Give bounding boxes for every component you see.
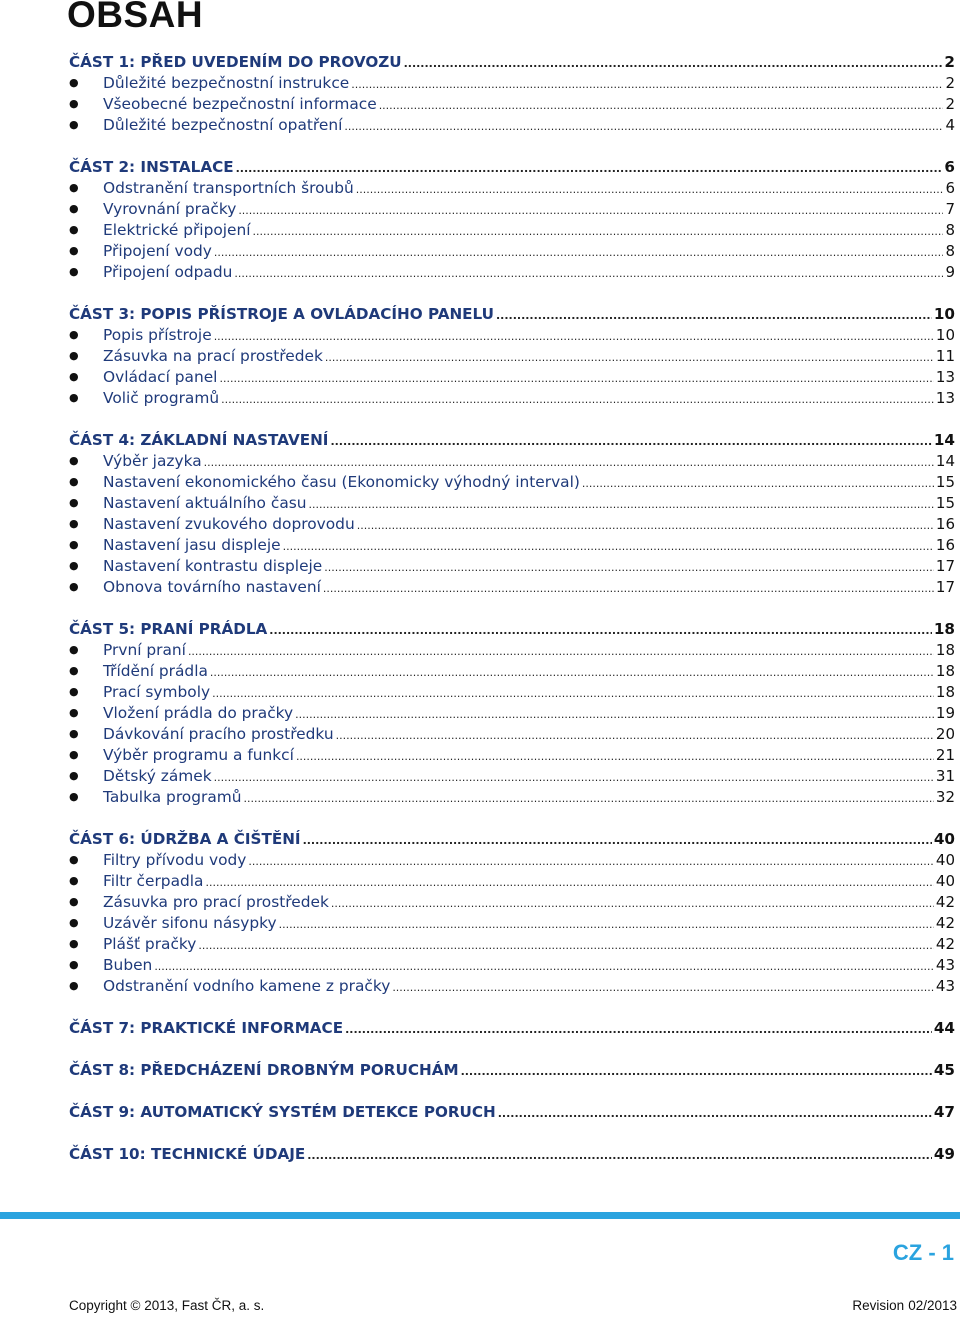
bullet-dot-icon: ● bbox=[69, 790, 79, 803]
toc-leader-dots bbox=[330, 431, 931, 452]
toc-entry[interactable] bbox=[69, 346, 955, 367]
toc-entry[interactable] bbox=[69, 955, 955, 976]
toc-entry-label: Buben bbox=[103, 956, 153, 974]
toc-page-number: 16 bbox=[935, 536, 955, 554]
bullet-dot-icon: ● bbox=[69, 265, 79, 278]
toc-section-heading[interactable] bbox=[69, 430, 955, 451]
toc-page-number: 4 bbox=[945, 116, 955, 134]
toc-page-number: 18 bbox=[935, 683, 955, 701]
toc-leader-dots bbox=[279, 914, 934, 935]
toc-entry[interactable] bbox=[69, 661, 955, 682]
bullet-dot-icon: ● bbox=[69, 958, 79, 971]
toc-page-number: 32 bbox=[935, 788, 955, 806]
toc-section-heading[interactable] bbox=[69, 1018, 955, 1039]
toc-entry-label: Dávkování pracího prostředku bbox=[103, 725, 334, 743]
toc-entry-label: Výběr jazyka bbox=[103, 452, 202, 470]
bullet-dot-icon: ● bbox=[69, 391, 79, 404]
toc-heading-label: ČÁST 5: PRANÍ PRÁDLA bbox=[69, 620, 268, 638]
toc-leader-dots bbox=[219, 368, 933, 389]
toc-leader-dots bbox=[234, 263, 943, 284]
toc-entry-label: Důležité bezpečnostní opatření bbox=[103, 116, 343, 134]
bullet-dot-icon: ● bbox=[69, 223, 79, 236]
toc-entry-label: Uzávěr sifonu násypky bbox=[103, 914, 277, 932]
toc-leader-dots bbox=[236, 158, 943, 179]
toc-section bbox=[69, 304, 955, 409]
toc-page-number: 17 bbox=[935, 578, 955, 596]
toc-page-number: 6 bbox=[945, 179, 955, 197]
toc-leader-dots bbox=[204, 452, 934, 473]
toc-leader-dots bbox=[404, 53, 943, 74]
toc-entry-label: Odstranění transportních šroubů bbox=[103, 179, 354, 197]
toc-entry-label: Nastavení ekonomického času (Ekonomicky výhodný interval) bbox=[103, 473, 580, 491]
bullet-dot-icon: ● bbox=[69, 727, 79, 740]
toc-section-heading[interactable] bbox=[69, 1102, 955, 1123]
toc-entry[interactable] bbox=[69, 724, 955, 745]
toc-page-number: 31 bbox=[935, 767, 955, 785]
toc-page-number: 49 bbox=[933, 1145, 955, 1163]
toc-entry[interactable] bbox=[69, 934, 955, 955]
bullet-dot-icon: ● bbox=[69, 475, 79, 488]
toc-page-number: 18 bbox=[935, 662, 955, 680]
toc-page-number: 7 bbox=[945, 200, 955, 218]
section-spacer bbox=[69, 1039, 955, 1060]
toc-leader-dots bbox=[303, 830, 932, 851]
toc-section-heading[interactable] bbox=[69, 1060, 955, 1081]
section-spacer bbox=[69, 997, 955, 1018]
toc-entry[interactable] bbox=[69, 640, 955, 661]
toc-heading-label: ČÁST 6: ÚDRŽBA A ČIŠTĚNÍ bbox=[69, 830, 301, 848]
toc-page-number: 11 bbox=[935, 347, 955, 365]
bullet-dot-icon: ● bbox=[69, 97, 79, 110]
toc-section bbox=[69, 157, 955, 283]
toc-leader-dots bbox=[498, 1103, 932, 1124]
toc-leader-dots bbox=[309, 494, 934, 515]
toc-entry[interactable] bbox=[69, 514, 955, 535]
toc-leader-dots bbox=[212, 683, 934, 704]
toc-leader-dots bbox=[188, 641, 934, 662]
toc-page-number: 43 bbox=[935, 977, 955, 995]
toc-leader-dots bbox=[379, 95, 944, 116]
toc-leader-dots bbox=[214, 242, 944, 263]
table-of-contents bbox=[69, 52, 955, 1165]
toc-page-number: 18 bbox=[935, 641, 955, 659]
toc-entry[interactable] bbox=[69, 682, 955, 703]
toc-heading-label: ČÁST 3: POPIS PŘÍSTROJE A OVLÁDACÍHO PANELU bbox=[69, 305, 494, 323]
toc-entry-label: Zásuvka na prací prostředek bbox=[103, 347, 323, 365]
toc-page-number: 2 bbox=[945, 95, 955, 113]
section-spacer bbox=[69, 283, 955, 304]
toc-heading-label: ČÁST 7: PRAKTICKÉ INFORMACE bbox=[69, 1019, 344, 1037]
bullet-dot-icon: ● bbox=[69, 181, 79, 194]
toc-leader-dots bbox=[461, 1061, 932, 1082]
toc-leader-dots bbox=[582, 473, 934, 494]
toc-leader-dots bbox=[296, 746, 934, 767]
toc-leader-dots bbox=[357, 515, 934, 536]
toc-page-number: 42 bbox=[935, 893, 955, 911]
toc-entry[interactable] bbox=[69, 787, 955, 808]
toc-section-heading[interactable] bbox=[69, 157, 955, 178]
revision bbox=[852, 1298, 957, 1313]
toc-entry-label: Výběr programu a funkcí bbox=[103, 746, 294, 764]
toc-entry[interactable] bbox=[69, 850, 955, 871]
bullet-dot-icon: ● bbox=[69, 895, 79, 908]
toc-entry[interactable] bbox=[69, 178, 955, 199]
toc-leader-dots bbox=[307, 1145, 932, 1166]
toc-entry-label: Ovládací panel bbox=[103, 368, 218, 386]
toc-page-number: 13 bbox=[935, 368, 955, 386]
toc-leader-dots bbox=[221, 389, 934, 410]
toc-entry-label: Popis přístroje bbox=[103, 326, 212, 344]
toc-page-number: 21 bbox=[935, 746, 955, 764]
toc-page-number: 17 bbox=[935, 557, 955, 575]
toc-section-heading[interactable] bbox=[69, 304, 955, 325]
toc-leader-dots bbox=[205, 872, 933, 893]
toc-page-number: 8 bbox=[945, 242, 955, 260]
bullet-dot-icon: ● bbox=[69, 748, 79, 761]
toc-entry[interactable] bbox=[69, 220, 955, 241]
toc-heading-label: ČÁST 1: PŘED UVEDENÍM DO PROVOZU bbox=[69, 53, 402, 71]
toc-page-number: 15 bbox=[935, 473, 955, 491]
toc-leader-dots bbox=[325, 347, 934, 368]
toc-entry-label: Nastavení kontrastu displeje bbox=[103, 557, 323, 575]
toc-page-number: 42 bbox=[935, 935, 955, 953]
toc-entry[interactable] bbox=[69, 115, 955, 136]
toc-entry[interactable] bbox=[69, 766, 955, 787]
toc-page-number: 43 bbox=[935, 956, 955, 974]
toc-entry[interactable] bbox=[69, 241, 955, 262]
toc-page-number: 18 bbox=[933, 620, 955, 638]
bullet-dot-icon: ● bbox=[69, 664, 79, 677]
bullet-dot-icon: ● bbox=[69, 328, 79, 341]
bullet-dot-icon: ● bbox=[69, 118, 79, 131]
toc-entry-label: Připojení odpadu bbox=[103, 263, 233, 281]
toc-section bbox=[69, 52, 955, 136]
toc-leader-dots bbox=[344, 116, 943, 137]
page-number: CZ - 1 bbox=[892, 1240, 954, 1265]
toc-leader-dots bbox=[345, 1019, 932, 1040]
section-spacer bbox=[69, 598, 955, 619]
toc-section bbox=[69, 430, 955, 598]
toc-entry[interactable] bbox=[69, 535, 955, 556]
toc-page-number: 20 bbox=[935, 725, 955, 743]
toc-heading-label: ČÁST 9: AUTOMATICKÝ SYSTÉM DETEKCE PORUCH bbox=[69, 1103, 496, 1121]
bullet-dot-icon: ● bbox=[69, 559, 79, 572]
bullet-dot-icon: ● bbox=[69, 979, 79, 992]
toc-entry-label: První praní bbox=[103, 641, 186, 659]
toc-section bbox=[69, 1102, 955, 1123]
bullet-dot-icon: ● bbox=[69, 76, 79, 89]
toc-page-number: 40 bbox=[935, 872, 955, 890]
toc-entry-label: Vyrovnání pračky bbox=[103, 200, 237, 218]
toc-entry-label: Volič programů bbox=[103, 389, 220, 407]
toc-heading-label: ČÁST 8: PŘEDCHÁZENÍ DROBNÝM PORUCHÁM bbox=[69, 1061, 459, 1079]
toc-entry[interactable] bbox=[69, 451, 955, 472]
toc-entry-label: Obnova továrního nastavení bbox=[103, 578, 321, 596]
toc-page-number: 40 bbox=[935, 851, 955, 869]
toc-page-number: 10 bbox=[935, 326, 955, 344]
copyright: Copyright © 2013, Fast ČR, a. s. bbox=[69, 1298, 265, 1313]
bullet-dot-icon: ● bbox=[69, 706, 79, 719]
section-spacer bbox=[69, 808, 955, 829]
toc-entry-label: Připojení vody bbox=[103, 242, 212, 260]
toc-entry[interactable] bbox=[69, 73, 955, 94]
toc-entry[interactable] bbox=[69, 871, 955, 892]
toc-entry[interactable] bbox=[69, 493, 955, 514]
section-spacer bbox=[69, 1123, 955, 1144]
toc-section bbox=[69, 619, 955, 808]
toc-entry[interactable] bbox=[69, 199, 955, 220]
bullet-dot-icon: ● bbox=[69, 370, 79, 383]
toc-entry[interactable] bbox=[69, 472, 955, 493]
toc-entry-label: Prací symboly bbox=[103, 683, 211, 701]
bullet-dot-icon: ● bbox=[69, 517, 79, 530]
toc-leader-dots bbox=[253, 221, 944, 242]
bullet-dot-icon: ● bbox=[69, 580, 79, 593]
toc-leader-dots bbox=[283, 536, 934, 557]
toc-leader-dots bbox=[248, 851, 934, 872]
toc-leader-dots bbox=[356, 179, 944, 200]
toc-entry[interactable] bbox=[69, 262, 955, 283]
toc-leader-dots bbox=[214, 767, 934, 788]
toc-section-heading[interactable] bbox=[69, 619, 955, 640]
toc-entry-label: Třídění prádla bbox=[103, 662, 208, 680]
toc-leader-dots bbox=[295, 704, 934, 725]
toc-leader-dots bbox=[214, 326, 934, 347]
toc-page-number: 2 bbox=[944, 53, 955, 71]
toc-entry[interactable] bbox=[69, 976, 955, 997]
bullet-dot-icon: ● bbox=[69, 874, 79, 887]
toc-entry-label: Filtry přívodu vody bbox=[103, 851, 247, 869]
toc-entry-label: Filtr čerpadla bbox=[103, 872, 204, 890]
toc-page-number: 6 bbox=[944, 158, 955, 176]
toc-page-number: 2 bbox=[945, 74, 955, 92]
toc-section-heading[interactable] bbox=[69, 829, 955, 850]
section-spacer bbox=[69, 136, 955, 157]
toc-leader-dots bbox=[336, 725, 934, 746]
bullet-dot-icon: ● bbox=[69, 937, 79, 950]
toc-leader-dots bbox=[324, 557, 934, 578]
toc-entry[interactable] bbox=[69, 745, 955, 766]
toc-entry-label: Dětský zámek bbox=[103, 767, 212, 785]
toc-heading-label: ČÁST 2: INSTALACE bbox=[69, 158, 234, 176]
bullet-dot-icon: ● bbox=[69, 643, 79, 656]
toc-entry[interactable] bbox=[69, 703, 955, 724]
toc-leader-dots bbox=[496, 305, 932, 326]
toc-page-number: 19 bbox=[935, 704, 955, 722]
toc-leader-dots bbox=[331, 893, 934, 914]
bullet-dot-icon: ● bbox=[69, 496, 79, 509]
bullet-dot-icon: ● bbox=[69, 685, 79, 698]
toc-page-number: 13 bbox=[935, 389, 955, 407]
toc-page-number: 42 bbox=[935, 914, 955, 932]
toc-leader-dots bbox=[269, 620, 932, 641]
section-spacer bbox=[69, 409, 955, 430]
toc-page-number: 14 bbox=[933, 431, 955, 449]
toc-section-heading[interactable] bbox=[69, 52, 955, 73]
toc-leader-dots bbox=[323, 578, 934, 599]
toc-entry-label: Nastavení zvukového doprovodu bbox=[103, 515, 355, 533]
toc-section bbox=[69, 1018, 955, 1039]
toc-page-number: 47 bbox=[933, 1103, 955, 1121]
toc-entry[interactable] bbox=[69, 94, 955, 115]
toc-page-number: 15 bbox=[935, 494, 955, 512]
toc-leader-dots bbox=[154, 956, 934, 977]
toc-entry[interactable] bbox=[69, 325, 955, 346]
toc-page-number: 40 bbox=[933, 830, 955, 848]
toc-entry-label: Elektrické připojení bbox=[103, 221, 251, 239]
toc-page-number: 44 bbox=[933, 1019, 955, 1037]
bullet-dot-icon: ● bbox=[69, 349, 79, 362]
toc-section bbox=[69, 1144, 955, 1165]
toc-entry-label: Tabulka programů bbox=[103, 788, 242, 806]
toc-page-number: 14 bbox=[935, 452, 955, 470]
bullet-dot-icon: ● bbox=[69, 202, 79, 215]
toc-entry-label: Vložení prádla do pračky bbox=[103, 704, 294, 722]
page-title: OBSAH bbox=[67, 0, 204, 35]
toc-entry-label: Zásuvka pro prací prostředek bbox=[103, 893, 329, 911]
toc-entry[interactable] bbox=[69, 556, 955, 577]
toc-heading-label: ČÁST 4: ZÁKLADNÍ NASTAVENÍ bbox=[69, 431, 329, 449]
bullet-dot-icon: ● bbox=[69, 538, 79, 551]
revision-number: 02/2013 bbox=[908, 1298, 957, 1313]
toc-entry[interactable] bbox=[69, 388, 955, 409]
toc-entry-label: Nastavení jasu displeje bbox=[103, 536, 281, 554]
toc-entry[interactable] bbox=[69, 367, 955, 388]
toc-leader-dots bbox=[392, 977, 934, 998]
toc-entry-label: Odstranění vodního kamene z pračky bbox=[103, 977, 391, 995]
bullet-dot-icon: ● bbox=[69, 853, 79, 866]
toc-page-number: 45 bbox=[933, 1061, 955, 1079]
toc-entry[interactable] bbox=[69, 577, 955, 598]
toc-section bbox=[69, 829, 955, 997]
bullet-dot-icon: ● bbox=[69, 916, 79, 929]
toc-leader-dots bbox=[351, 74, 943, 95]
bullet-dot-icon: ● bbox=[69, 454, 79, 467]
toc-page-number: 10 bbox=[933, 305, 955, 323]
section-spacer bbox=[69, 1081, 955, 1102]
toc-leader-dots bbox=[238, 200, 943, 221]
toc-entry[interactable] bbox=[69, 913, 955, 934]
toc-entry-label: Důležité bezpečnostní instrukce bbox=[103, 74, 350, 92]
toc-page-number: 16 bbox=[935, 515, 955, 533]
toc-leader-dots bbox=[244, 788, 934, 809]
revision-label: Revision bbox=[852, 1298, 905, 1313]
toc-section bbox=[69, 1060, 955, 1081]
toc-leader-dots bbox=[198, 935, 934, 956]
toc-leader-dots bbox=[210, 662, 934, 683]
toc-page-number: 9 bbox=[945, 263, 955, 281]
bullet-dot-icon: ● bbox=[69, 769, 79, 782]
toc-entry-label: Plášť pračky bbox=[103, 935, 197, 953]
toc-heading-label: ČÁST 10: TECHNICKÉ ÚDAJE bbox=[69, 1145, 306, 1163]
bullet-dot-icon: ● bbox=[69, 244, 79, 257]
toc-entry-label: Všeobecné bezpečnostní informace bbox=[103, 95, 377, 113]
footer-rule bbox=[0, 1212, 960, 1219]
toc-page-number: 8 bbox=[945, 221, 955, 239]
toc-entry[interactable] bbox=[69, 892, 955, 913]
toc-section-heading[interactable] bbox=[69, 1144, 955, 1165]
toc-entry-label: Nastavení aktuálního času bbox=[103, 494, 307, 512]
